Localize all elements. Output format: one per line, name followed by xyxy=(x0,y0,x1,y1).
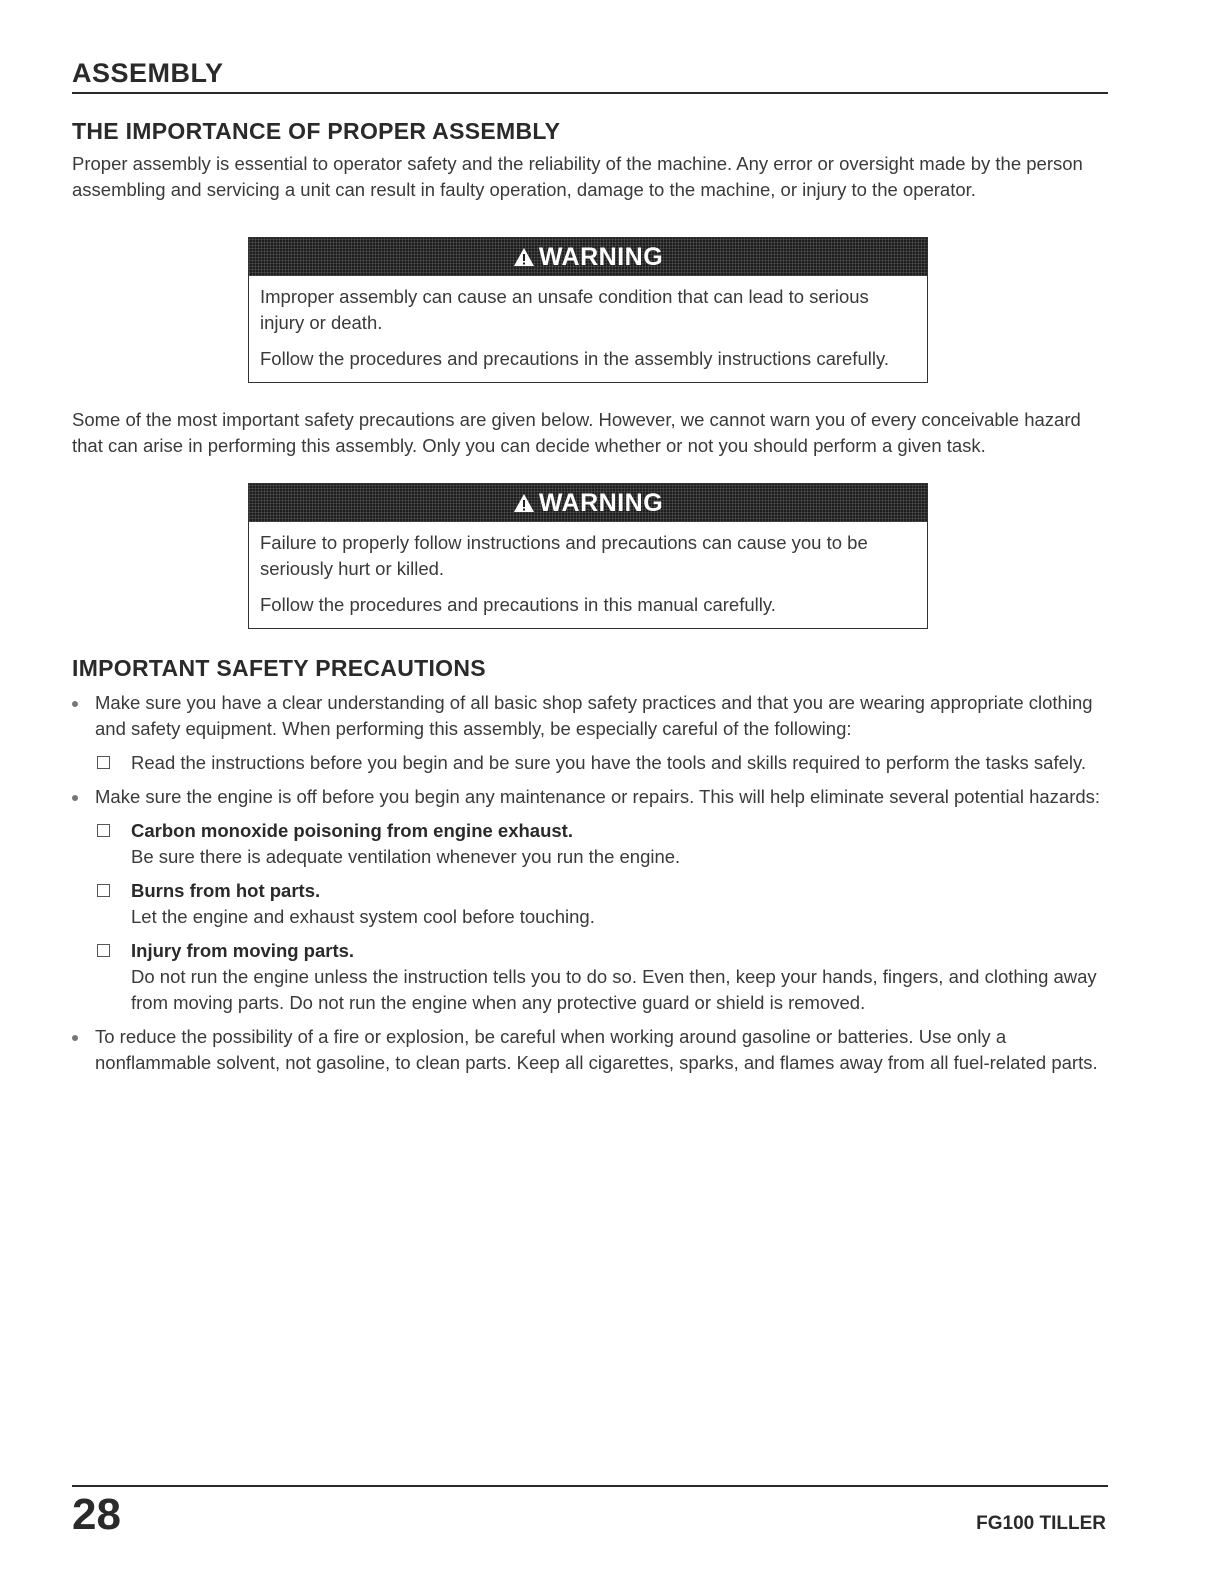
precautions-intro: Some of the most important safety precautions are given below. However, we cannot warn you of every conceivable hazard that can arise in performing this assembly. Only you can decide whether or not you should perform a given task. xyxy=(72,409,1081,456)
warning-text: Follow the procedures and precautions in the assembly instructions carefully. xyxy=(260,348,889,369)
model-name: FG100 TILLER xyxy=(976,1513,1106,1534)
checkbox-square-icon xyxy=(97,944,110,957)
sub-list-item xyxy=(95,938,1108,1016)
precautions-list xyxy=(72,690,1108,1076)
hazard-heading: Injury from moving parts. xyxy=(131,940,355,961)
warning-text: Failure to properly follow instructions and precautions can cause you to be seriously hurt or killed. xyxy=(260,532,868,579)
hazard-text: Be sure there is adequate ventilation whenever you run the engine. xyxy=(131,846,681,867)
warning-label: WARNING xyxy=(538,242,664,271)
sub-item-text: Read the instructions before you begin and be sure you have the tools and skills required to perform the tasks safely. xyxy=(131,752,1087,773)
manual-page xyxy=(72,58,1108,1084)
warning-text: Follow the procedures and precautions in this manual carefully. xyxy=(260,594,776,615)
hazard-text: Do not run the engine unless the instruction tells you to do so. Even then, keep your hands, fingers, and clothing away from moving parts. Do not run the engine when any protective guard or shield is removed. xyxy=(131,966,1097,1013)
list-item-text: To reduce the possibility of a fire or explosion, be careful when working around gasoline or batteries. Use only a nonflammable solvent, not gasoline, to clean parts. Keep all cigarettes, sparks, and flames away from all fuel-related parts. xyxy=(95,1026,1098,1073)
hazard-text: Let the engine and exhaust system cool before touching. xyxy=(131,906,595,927)
warning-box-manual xyxy=(248,483,928,629)
warning-label: WARNING xyxy=(538,488,664,517)
warning-box-assembly xyxy=(248,237,928,383)
hazard-heading: Burns from hot parts. xyxy=(131,880,321,901)
warning-triangle-icon xyxy=(513,493,535,513)
sub-list-item xyxy=(95,750,1108,776)
warning-text: Improper assembly can cause an unsafe condition that can lead to serious injury or death. xyxy=(260,286,869,333)
warning-triangle-icon xyxy=(513,247,535,267)
section-title: ASSEMBLY xyxy=(72,58,1108,94)
sub-list-item xyxy=(95,878,1108,930)
checkbox-square-icon xyxy=(97,756,110,769)
sub-list-item xyxy=(95,818,1108,870)
list-item xyxy=(72,784,1108,1016)
page-number: 28 xyxy=(72,1490,121,1539)
list-item xyxy=(72,690,1108,776)
list-item-text: Make sure the engine is off before you begin any maintenance or repairs. This will help eliminate several potential hazards: xyxy=(95,786,1101,807)
importance-heading: THE IMPORTANCE OF PROPER ASSEMBLY xyxy=(72,118,561,144)
hazard-heading: Carbon monoxide poisoning from engine exhaust. xyxy=(131,820,573,841)
bullet-icon xyxy=(72,795,78,801)
list-item xyxy=(72,1024,1108,1076)
checkbox-square-icon xyxy=(97,824,110,837)
bullet-icon xyxy=(72,701,78,707)
importance-paragraph: Proper assembly is essential to operator safety and the reliability of the machine. Any error or oversight made by the person assembling and servicing a unit can result in faulty operation, damage to the machine, or injury to the operator. xyxy=(72,153,1083,200)
warning-banner xyxy=(249,238,927,276)
precautions-heading: IMPORTANT SAFETY PRECAUTIONS xyxy=(72,655,486,681)
footer-divider xyxy=(72,1485,1108,1487)
checkbox-square-icon xyxy=(97,884,110,897)
warning-banner xyxy=(249,484,927,522)
list-item-text: Make sure you have a clear understanding of all basic shop safety practices and that you are wearing appropriate clothing and safety equipment. When performing this assembly, be especially careful of the following: xyxy=(95,692,1093,739)
bullet-icon xyxy=(72,1035,78,1041)
